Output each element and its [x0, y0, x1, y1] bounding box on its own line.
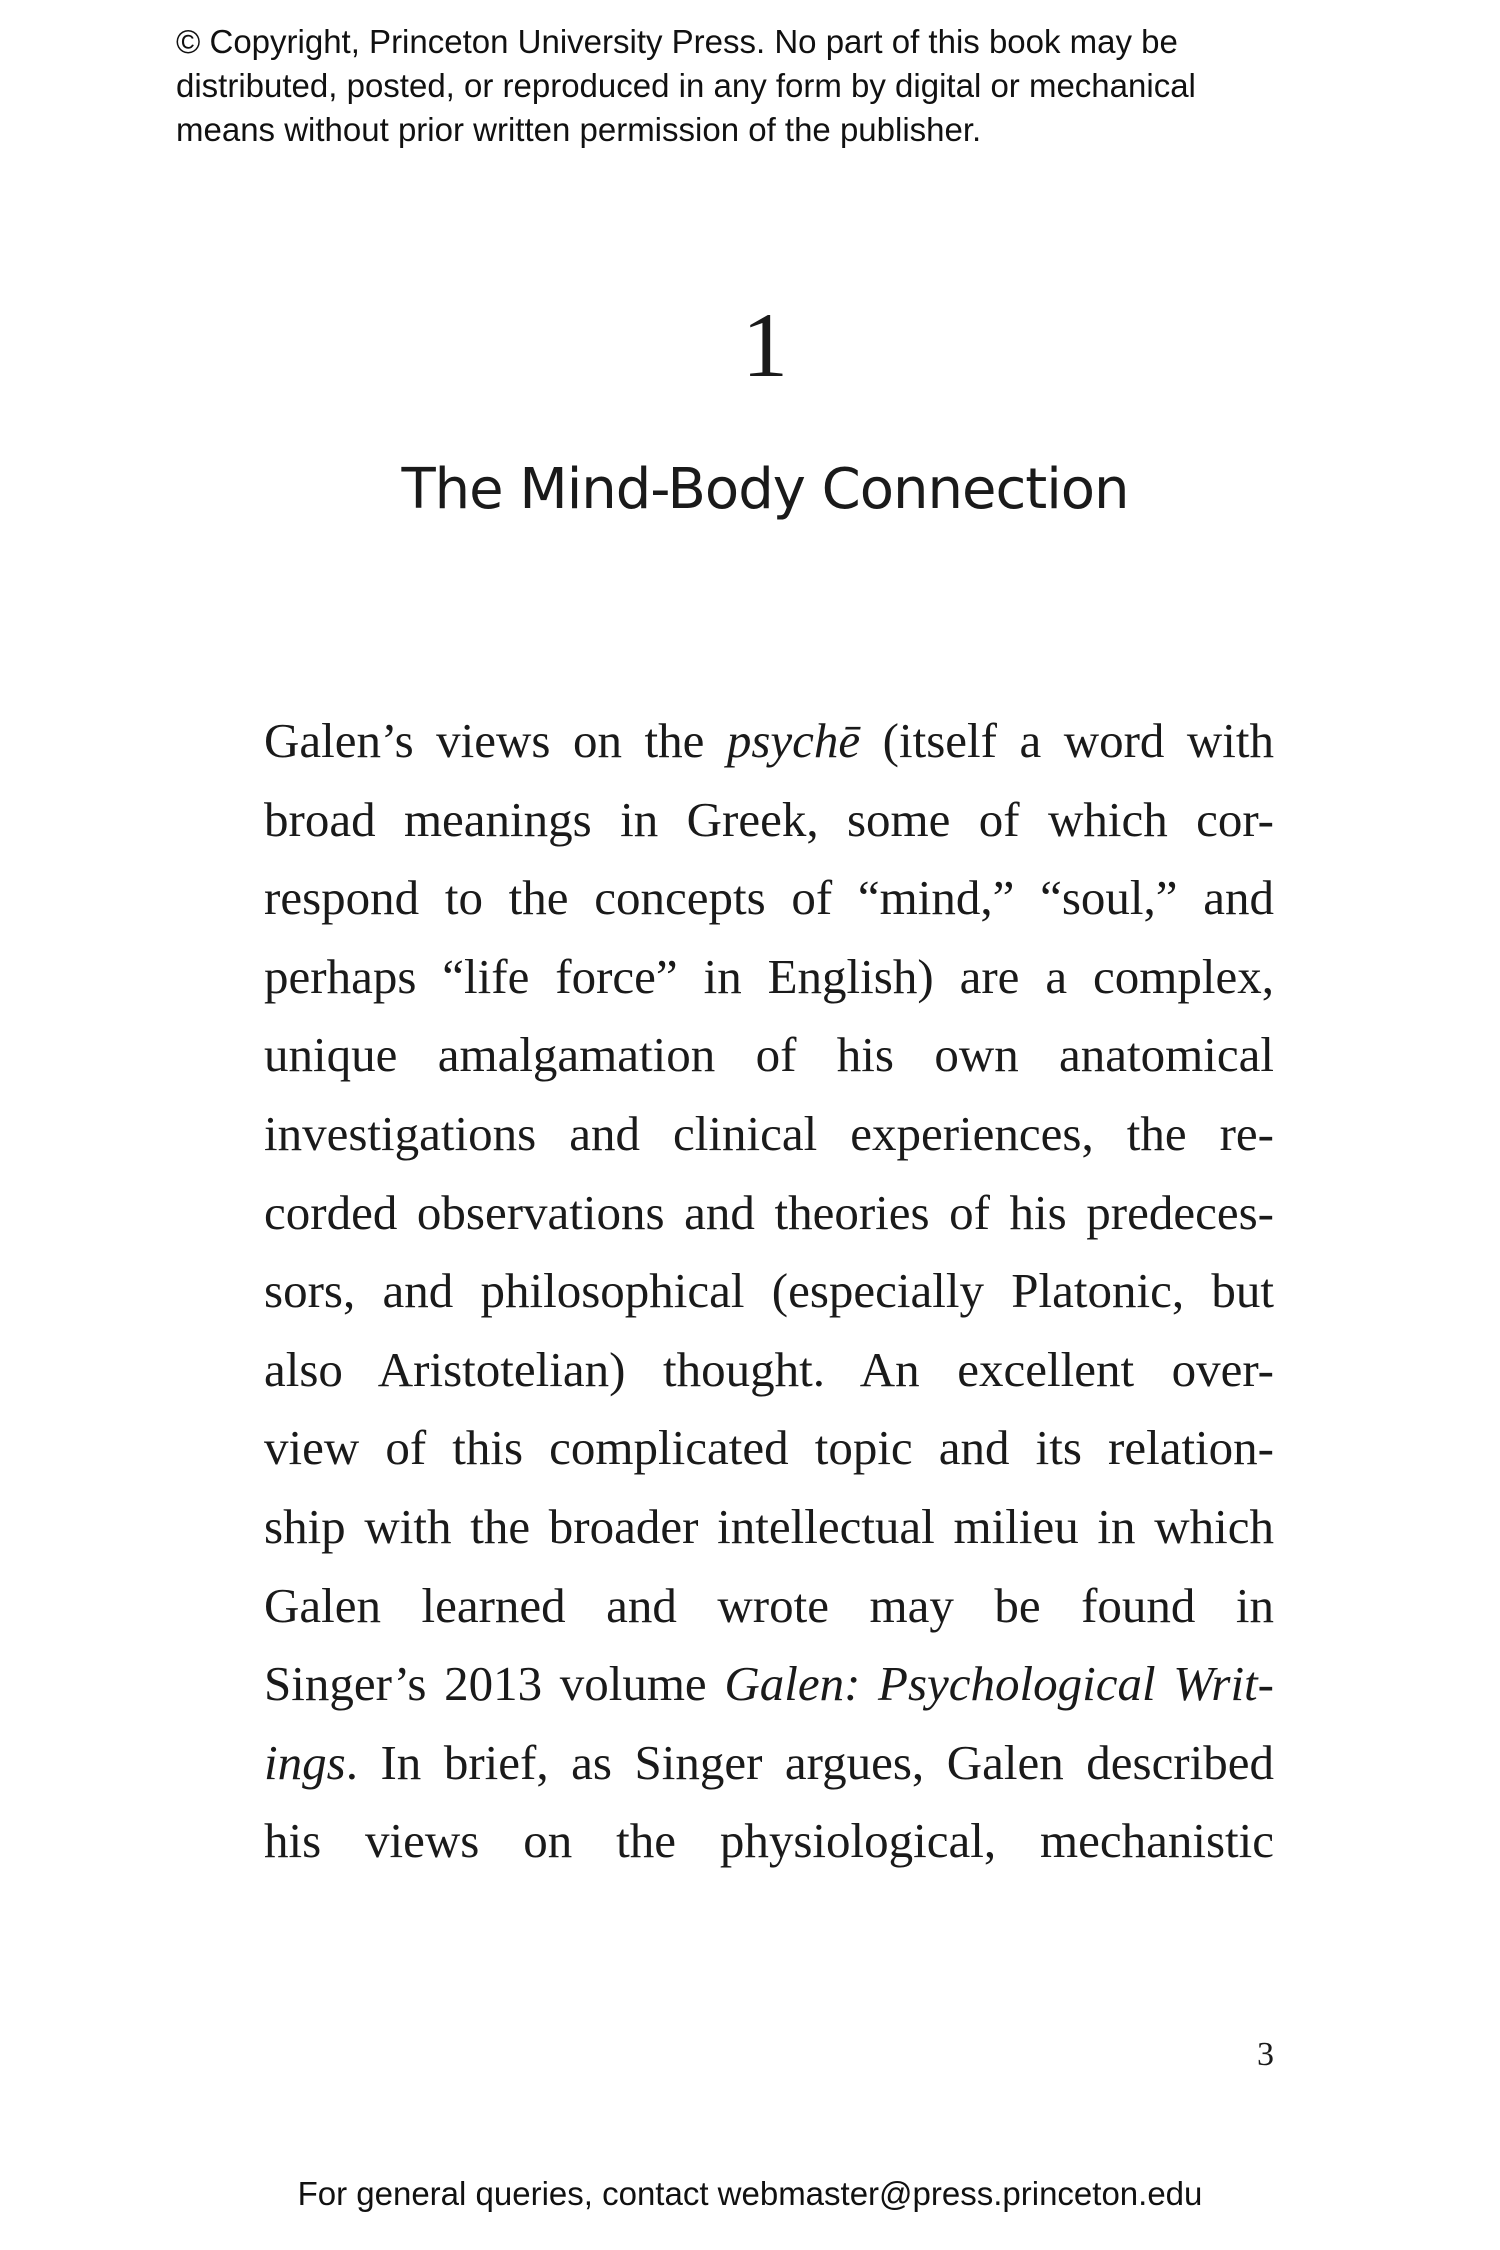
text-line: broad meanings in Greek, some of which cor-	[264, 791, 1274, 847]
italic-term: psychē	[726, 713, 861, 768]
chapter-number: 1	[742, 294, 788, 396]
copyright-line: distributed, posted, or reproduced in any form by digital or mechanical	[176, 67, 1196, 104]
text-line: respond to the concepts of “mind,” “soul,” and	[264, 870, 1274, 926]
copyright-line: means without prior written permission of the publisher.	[176, 111, 982, 148]
text-line: corded observations and theories of his predeces-	[264, 1184, 1274, 1240]
text-line: his views on the physiological, mechanistic	[264, 1813, 1274, 1869]
text-line	[264, 1724, 1274, 1803]
text-segment: Singer’s 2013 volume	[264, 1656, 725, 1712]
text-line: investigations and clinical experiences, the re-	[264, 1105, 1274, 1161]
text-line: also Aristotelian) thought. An excellent over-	[264, 1341, 1274, 1397]
text-line	[264, 702, 1274, 781]
body-paragraph	[264, 702, 1274, 1881]
italic-book-title: ings	[264, 1734, 346, 1790]
copyright-line: © Copyright, Princeton University Press. No part of this book may be	[176, 23, 1178, 60]
text-line: unique amalgamation of his own anatomical	[264, 1027, 1274, 1083]
text-segment: Galen’s views on the	[264, 713, 727, 768]
chapter-title: The Mind-Body Connection	[401, 457, 1129, 522]
text-line	[264, 1645, 1274, 1724]
text-line: Galen learned and wrote may be found in	[264, 1577, 1274, 1633]
page-number: 3	[1257, 2036, 1274, 2073]
text-line: perhaps “life force” in English) are a complex,	[264, 948, 1274, 1004]
copyright-notice	[176, 20, 1376, 152]
footer-contact: For general queries, contact webmaster@press.princeton.edu	[297, 2175, 1203, 2212]
text-segment: (itself a word with	[860, 713, 1275, 768]
text-segment: . In brief, as Singer argues, Galen described	[345, 1734, 1274, 1790]
text-line: sors, and philosophical (especially Platonic, but	[264, 1263, 1274, 1319]
italic-book-title: Galen: Psychological Writ-	[724, 1656, 1274, 1712]
text-line: view of this complicated topic and its relation-	[264, 1420, 1274, 1476]
text-line: ship with the broader intellectual milieu in which	[264, 1498, 1274, 1554]
